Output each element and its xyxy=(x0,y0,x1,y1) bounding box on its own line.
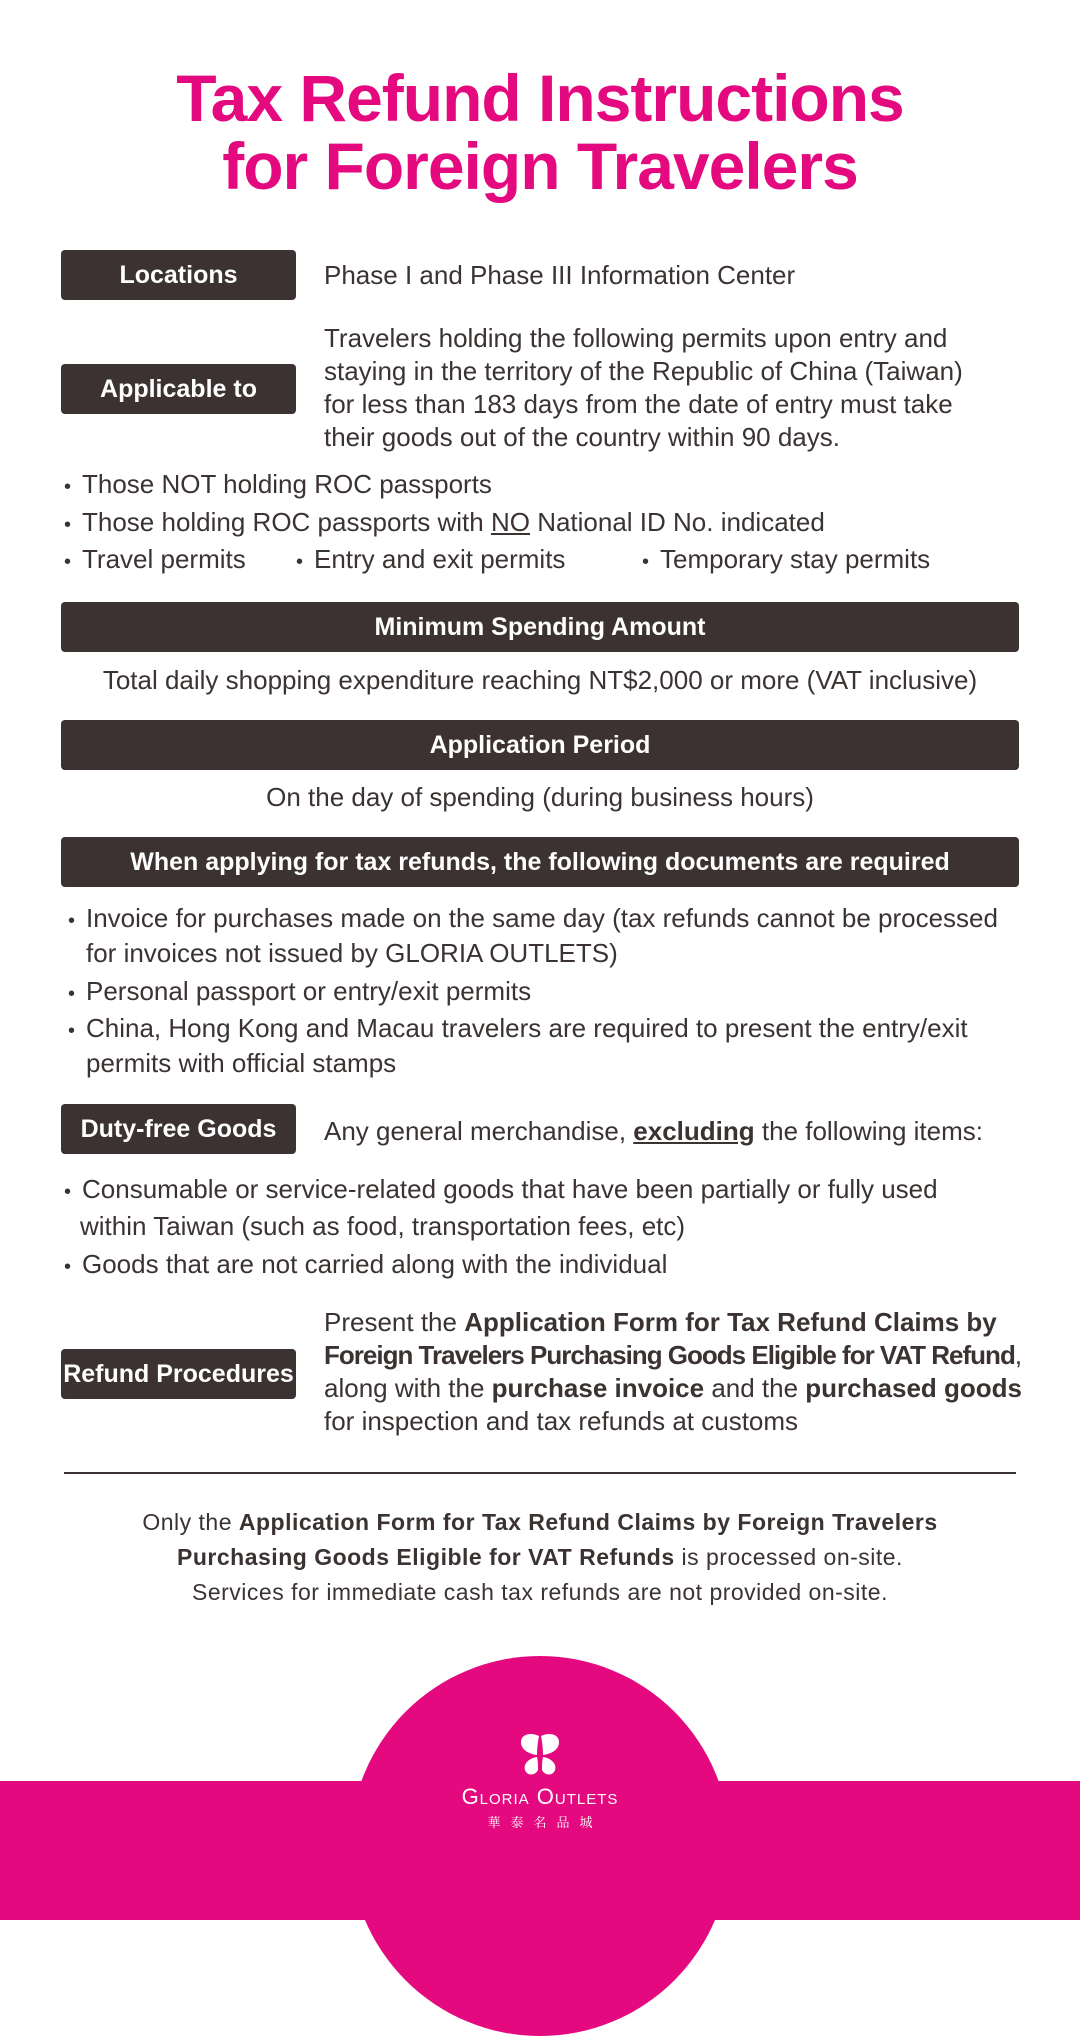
bullet-dot: • xyxy=(64,1181,72,1203)
documents-item-3-cont: permits with official stamps xyxy=(86,1048,397,1078)
duty-free-text-start: Any general merchandise, xyxy=(324,1116,634,1146)
duty-free-item-1 xyxy=(64,1173,938,1209)
brand-name: Gloria Outlets xyxy=(461,1784,619,1809)
documents-item-3 xyxy=(68,1012,968,1048)
bullet-dot: • xyxy=(64,1256,72,1278)
section-divider xyxy=(64,1472,1016,1474)
applicable-bullet-3b xyxy=(296,543,565,579)
bold-text: Application Form for Tax Refund Claims by Foreign Travelers xyxy=(238,1509,938,1535)
plain-text: , xyxy=(1014,1340,1023,1370)
bullet-text: Travel permits xyxy=(82,544,246,574)
applicable-line-3: for less than 183 days from the date of entry must take xyxy=(324,389,953,419)
applicable-line-2: staying in the territory of the Republic of China (Taiwan) xyxy=(324,356,963,386)
duty-free-label: Duty-free Goods xyxy=(61,1104,296,1154)
bullet-dot: • xyxy=(64,476,72,498)
bold-text: Application Form for Tax Refund Claims by xyxy=(464,1307,997,1337)
emphasis-excluding: excluding xyxy=(633,1116,755,1146)
plain-text: is processed on-site. xyxy=(674,1544,903,1570)
bullet-text: Personal passport or entry/exit permits xyxy=(86,976,532,1006)
bullet-dot: • xyxy=(296,551,304,573)
bullet-text: Invoice for purchases made on the same day (tax refunds cannot be processed xyxy=(86,903,998,933)
bold-text: Foreign Travelers Purchasing Goods Eligible for VAT Refund xyxy=(324,1340,1015,1370)
bullet-text: Entry and exit permits xyxy=(314,544,566,574)
refund-procedures-text xyxy=(324,1306,1022,1438)
duty-free-item-2 xyxy=(64,1248,667,1284)
bullet-text: China, Hong Kong and Macau travelers are required to present the entry/exit xyxy=(86,1013,968,1043)
locations-text: Phase I and Phase III Information Center xyxy=(324,260,796,290)
note-line-2 xyxy=(0,1540,1080,1575)
bullet-text: Goods that are not carried along with the individual xyxy=(82,1249,668,1279)
brand-logo xyxy=(440,1732,640,1831)
bold-text: purchased goods xyxy=(805,1373,1022,1403)
applicable-line-1: Travelers holding the following permits upon entry and xyxy=(324,323,948,353)
documents-item-2 xyxy=(68,975,531,1011)
minimum-spending-header: Minimum Spending Amount xyxy=(61,602,1019,652)
bold-text: Purchasing Goods Eligible for VAT Refunds xyxy=(177,1544,675,1570)
applicable-bullet-2 xyxy=(64,506,825,542)
bullet-dot: • xyxy=(64,514,72,536)
bullet-text: Temporary stay permits xyxy=(660,544,931,574)
applicable-bullet-3c xyxy=(642,543,930,579)
minimum-spending-text: Total daily shopping expenditure reaching NT$2,000 or more (VAT inclusive) xyxy=(102,665,978,695)
title-line-1: Tax Refund Instructions xyxy=(176,61,904,135)
note-line-1 xyxy=(0,1505,1080,1540)
duty-free-item-1-cont: within Taiwan (such as food, transportation fees, etc) xyxy=(80,1211,686,1241)
application-period-header: Application Period xyxy=(61,720,1019,770)
plain-text: Present the xyxy=(324,1307,465,1337)
note-line-3: Services for immediate cash tax refunds are not provided on-site. xyxy=(192,1579,888,1605)
applicable-bullet-1 xyxy=(64,468,492,504)
procedures-line-4: for inspection and tax refunds at customs xyxy=(324,1406,799,1436)
documents-item-1-cont: for invoices not issued by GLORIA OUTLETS) xyxy=(86,938,618,968)
procedures-line-1 xyxy=(324,1306,1022,1339)
plain-text: along with the xyxy=(324,1373,492,1403)
bullet-dot: • xyxy=(68,1020,76,1042)
applicable-description xyxy=(324,322,963,454)
duty-free-text-end: the following items: xyxy=(754,1116,983,1146)
bullet-text-end: National ID No. indicated xyxy=(529,507,825,537)
bullet-dot: • xyxy=(64,551,72,573)
bullet-text: Those holding ROC passports with xyxy=(82,507,491,537)
documents-required-header: When applying for tax refunds, the following documents are required xyxy=(61,837,1019,887)
procedures-line-3 xyxy=(324,1372,1022,1405)
bullet-text: Consumable or service-related goods that have been partially or fully used xyxy=(82,1174,938,1204)
applicable-label: Applicable to xyxy=(61,364,296,414)
brand-name-chinese: 華泰名品城 xyxy=(487,1815,603,1830)
bullet-dot: • xyxy=(68,910,76,932)
plain-text: and the xyxy=(704,1373,806,1403)
butterfly-icon xyxy=(517,1732,563,1778)
documents-item-1 xyxy=(68,902,998,938)
footer-dome xyxy=(350,1656,730,2036)
applicable-bullet-3a xyxy=(64,543,246,579)
bullet-dot: • xyxy=(68,983,76,1005)
bold-text: purchase invoice xyxy=(491,1373,705,1403)
title-line-2: for Foreign Travelers xyxy=(222,129,858,203)
duty-free-text xyxy=(324,1115,983,1148)
plain-text: Only the xyxy=(142,1509,239,1535)
emphasis-no: NO xyxy=(490,507,530,537)
bullet-text: Those NOT holding ROC passports xyxy=(82,469,492,499)
application-period-text: On the day of spending (during business hours) xyxy=(266,782,814,812)
applicable-line-4: their goods out of the country within 90 days. xyxy=(324,422,840,452)
locations-label: Locations xyxy=(61,250,296,300)
refund-procedures-label: Refund Procedures xyxy=(61,1349,296,1399)
page-title xyxy=(0,61,1080,203)
bullet-dot: • xyxy=(642,551,650,573)
procedures-line-2 xyxy=(324,1339,1022,1372)
on-site-note xyxy=(0,1505,1080,1610)
